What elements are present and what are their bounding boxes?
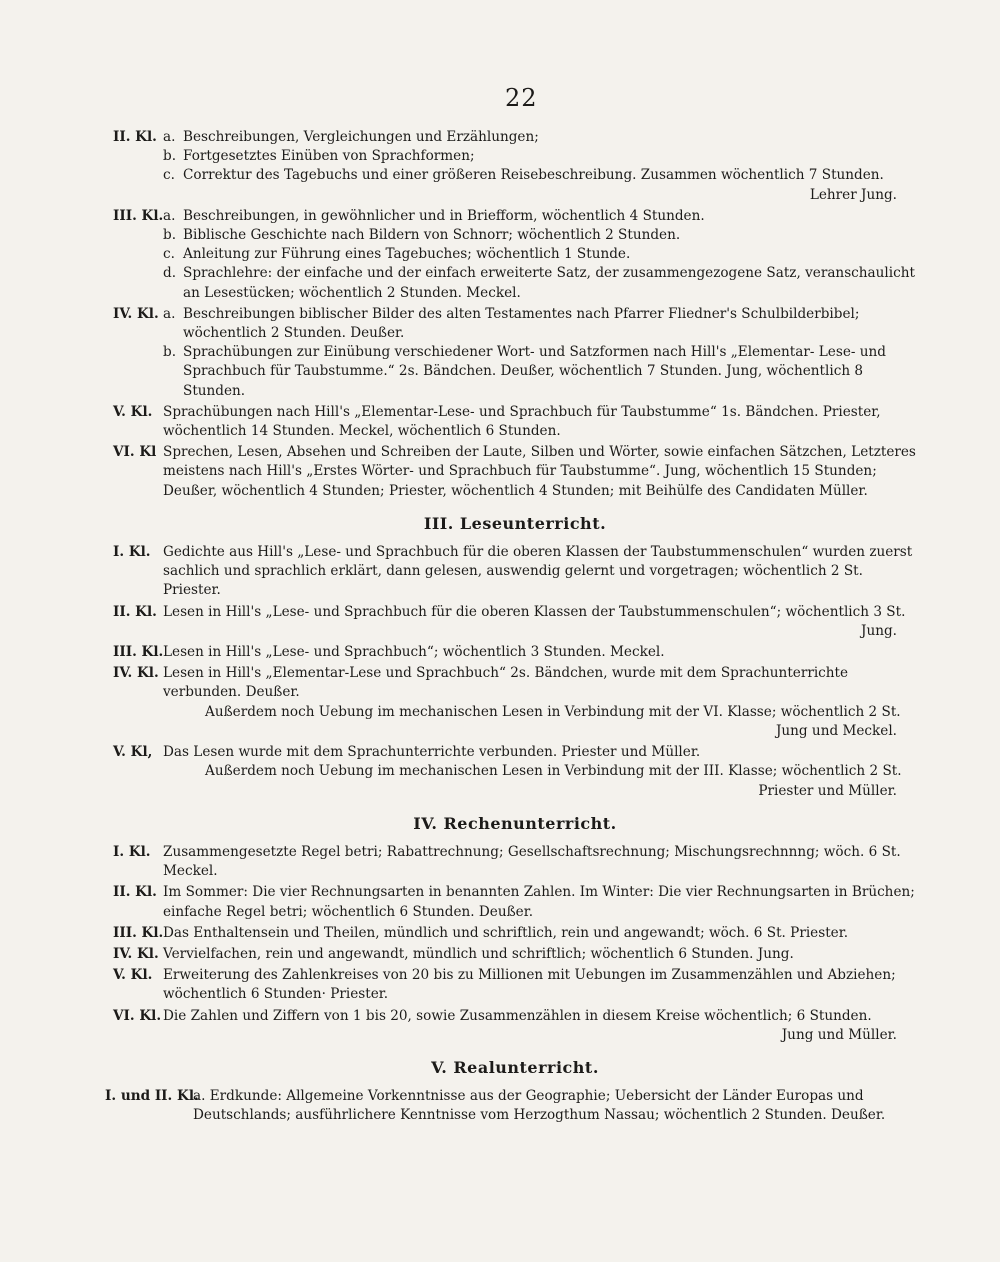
class-label: I. Kl. [113,843,151,860]
entry-text: a. Erdkunde: Allgemeine Vorkenntnisse aus der Geographie; Uebersicht der Länder Europas und Deutschlands; ausführlichere Kenntnisse vom Herzogthum Nassau; wöchentlich 2 Stunden. Deußer. [193,1088,886,1124]
entry-text: Sprachübungen nach Hill's „Elementar-Lese- und Sprachbuch für Taubstumme“ 1s. Bändchen. Priester, wöchentlich 14 Stunden. Meckel, wöchentlich 6 Stunden. [163,403,881,440]
item-b: b. Biblische Geschichte nach Bildern von Schnorr; wöchentlich 2 Stunden. [163,227,681,244]
item-c: c. Anleitung zur Führung eines Tagebuches; wöchentlich 1 Stunde. [163,246,631,263]
page-number: 22 [505,84,538,112]
class-label: II. Kl. [113,129,157,145]
entry-text: Zusammengesetzte Regel betri; Rabattrechnung; Gesellschaftsrechnung; Mischungsrechnnng; wöch. 6 St. Meckel. [163,843,901,880]
real-klasse-1-2 [105,1087,925,1125]
teacher-line: Jung und Meckel. [775,722,897,739]
rechen-klasse-2 [105,883,925,921]
teacher-line: Priester und Müller. [758,782,897,799]
class-label: III. Kl. [113,644,164,661]
entry-text: Sprechen, Lesen, Absehen und Schreiben der Laute, Silben und Wörter, sowie einfachen Sätzchen, Letzteres meistens nach Hill's „Erstes Wörter- und Sprachbuch für Taubstumme“. Jung, wöchentlich 15 Stunden; Deußer, wöchentlich 4 Stunden; Priester, wöchentlich 4 Stunden; mit Beihülfe des Candidaten Müller. [163,444,916,499]
lese-klasse-3 [105,643,925,662]
entry-text: Gedichte aus Hill's „Lese- und Sprachbuch für die oberen Klassen der Taubstummenschulen“ wurden zuerst sachlich und sprachlich erklärt, dann gelesen, auswendig gelernt und vorgetragen; wöchentlich 2 St. Priester. [163,544,913,599]
class-label: III. Kl. [113,924,164,941]
lese-klasse-1 [105,543,925,601]
section-heading-rechenunterricht: IV. Rechenunterricht. [413,813,617,833]
entry-text: Im Sommer: Die vier Rechnungsarten in benannten Zahlen. Im Winter: Die vier Rechnungsarten in Brüchen; einfache Regel betri; wöchentlich 6 Stunden. Deußer. [163,884,915,920]
sprache-klasse-6 [105,443,925,501]
class-label: VI. Kl [113,444,157,461]
rechen-klasse-6 [105,1007,925,1045]
class-label: VI. Kl. [113,1007,162,1024]
class-label: IV. Kl. [113,945,159,962]
class-label: V. Kl. [113,967,153,984]
rechen-klasse-5 [105,966,925,1004]
item-c: c. Correktur des Tagebuchs und einer größeren Reisebeschreibung. Zusammen wöchentlich 7 Stunden. [163,167,884,184]
sprache-klasse-4 [105,305,925,401]
class-label: III. Kl. [113,207,164,224]
entry-text: Lesen in Hill's „Lese- und Sprachbuch“; wöchentlich 3 Stunden. Meckel. [163,644,665,661]
class-label: V. Kl. [113,403,153,420]
class-label: I. und II. Kl. [105,1088,199,1105]
teacher-line: Lehrer Jung. [809,186,897,203]
class-label: V. Kl, [113,744,153,761]
rechen-klasse-1 [105,843,925,881]
rechen-klasse-3 [105,924,925,943]
item-a: a. Beschreibungen, Vergleichungen und Erzählungen; [163,129,539,145]
sprache-klasse-2 [105,128,925,205]
entry-text: Lesen in Hill's „Elementar-Lese und Sprachbuch“ 2s. Bändchen, wurde mit dem Sprachunterrichte verbunden. Deußer. [163,665,849,701]
item-a: a. Beschreibungen, in gewöhnlicher und in Briefform, wöchentlich 4 Stunden. [163,207,705,224]
entry-text: Die Zahlen und Ziffern von 1 bis 20, sowie Zusammenzählen in diesem Kreise wöchentlich; 6 Stunden. [163,1007,872,1024]
rechen-klasse-4 [105,945,925,964]
sprache-klasse-3 [105,207,925,303]
class-label: I. Kl. [113,544,151,561]
entry-text: Vervielfachen, rein und angewandt, mündlich und schriftlich; wöchentlich 6 Stunden. Jung. [163,945,794,962]
page-content [105,128,925,1128]
class-label: II. Kl. [113,603,157,620]
class-label: IV. Kl. [113,665,159,682]
lese-klasse-2 [105,603,925,641]
teacher-line: Jung und Müller. [781,1026,897,1043]
entry-text: Das Enthaltensein und Theilen, mündlich und schriftlich, rein und angewandt; wöch. 6 St. Priester. [163,924,849,941]
extra-text: Außerdem noch Uebung im mechanischen Lesen in Verbindung mit der VI. Klasse; wöchentlich 2 St. [205,703,901,720]
teacher-line: Jung. [861,622,897,639]
entry-text: Erweiterung des Zahlenkreises von 20 bis zu Millionen mit Uebungen im Zusammenzählen und Abziehen; wöchentlich 6 Stunden· Priester. [163,967,896,1003]
extra-text: Außerdem noch Uebung im mechanischen Lesen in Verbindung mit der III. Klasse; wöchentlich 2 St. [205,763,902,780]
section-heading-leseunterricht: III. Leseunterricht. [423,513,607,533]
class-label: IV. Kl. [113,305,159,322]
section-heading-realunterricht: V. Realunterricht. [431,1057,599,1077]
item-a: a. Beschreibungen biblischer Bilder des alten Testamentes nach Pfarrer Fliedner's Schulbilderbibel; wöchentlich 2 Stunden. Deußer. [163,305,860,342]
lese-klasse-4 [105,664,925,741]
sprache-klasse-5 [105,403,925,441]
entry-text: Lesen in Hill's „Lese- und Sprachbuch für die oberen Klassen der Taubstummenschulen“; wöchentlich 3 St. [163,603,906,620]
item-d: d. Sprachlehre: der einfache und der einfach erweiterte Satz, der zusammengezogene Satz, veranschaulicht an Lesestücken; wöchentlich 2 Stunden. Meckel. [163,265,915,301]
item-b: b. Sprachübungen zur Einübung verschiedener Wort- und Satzformen nach Hill's „Elementar- Lese- und Sprachbuch für Taubstumme.“ 2s. Bändchen. Deußer, wöchentlich 7 Stunden. Jung, wöchentlich 8 Stunden. [163,344,886,399]
item-b: b. Fortgesetztes Einüben von Sprachformen; [163,148,475,165]
class-label: II. Kl. [113,884,157,901]
lese-klasse-5 [105,743,925,801]
entry-text: Das Lesen wurde mit dem Sprachunterrichte verbunden. Priester und Müller. [163,744,701,761]
